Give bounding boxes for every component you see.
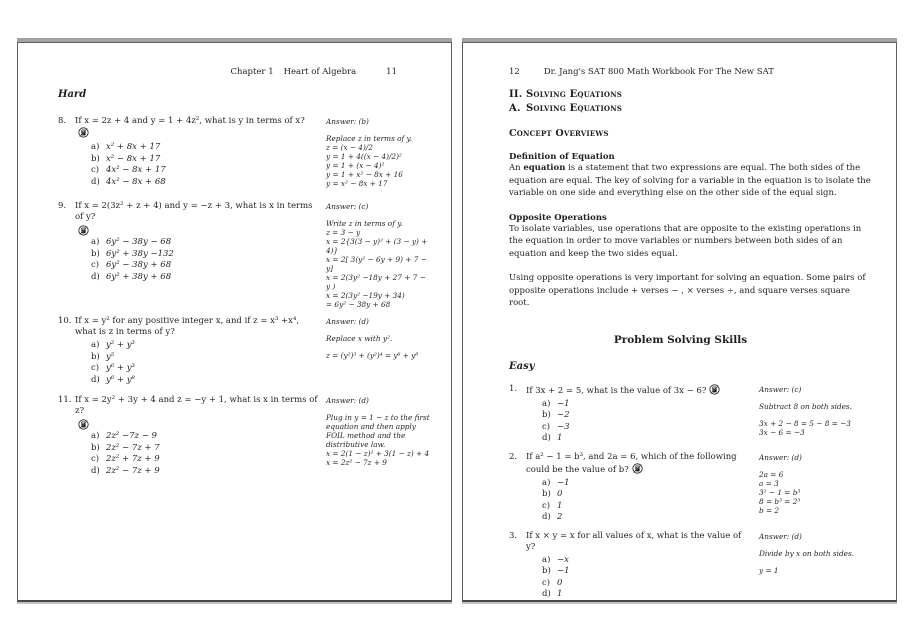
- explanation-line: y = 1 + x² − 8x + 16: [326, 170, 403, 179]
- choice-c: c) 0: [542, 577, 563, 588]
- answer-label: Answer: (c): [326, 202, 369, 211]
- question-9-body: [58, 201, 318, 309]
- choice-b: b) y⁵: [91, 351, 115, 362]
- answer-column: [326, 395, 431, 477]
- choice-b: b) 6y² + 38y −132: [91, 248, 174, 259]
- answer-column: [326, 316, 431, 386]
- page-left: [17, 42, 452, 602]
- question-1: [509, 384, 872, 445]
- left-page-header: [58, 67, 397, 77]
- difficulty-heading: Hard: [58, 89, 87, 100]
- choice-d: d) 2: [542, 512, 563, 522]
- question-text: If x = 2y² + 3y + 4 and z = −y + 1, what is x in terms of z?: [75, 395, 318, 416]
- choices: [542, 478, 749, 524]
- question-2: [509, 452, 872, 524]
- choice-a: a) x² + 8x + 17: [91, 142, 161, 152]
- explanation-line: z = (x − 4)/2: [326, 143, 373, 152]
- no-calculator-icon: [709, 384, 720, 395]
- explanation-line: x = 2(1 − z)² + 3(1 − z) + 4: [326, 449, 430, 458]
- answer-column: [759, 452, 872, 524]
- choices: [542, 399, 749, 445]
- answer-column: [759, 531, 872, 601]
- page-right: [462, 42, 897, 602]
- explanation-line: Replace z in terms of y.: [326, 134, 413, 143]
- answer-column: [759, 384, 872, 445]
- choice-c: c) 6y² − 38y + 68: [91, 260, 172, 270]
- question-2-body: [509, 452, 749, 524]
- choices: [91, 237, 318, 283]
- explanation-line: x = 2z² − 7z + 9: [326, 458, 387, 467]
- explanation-line: y = x² − 8x + 17: [326, 179, 388, 188]
- opposite-paragraph-2: Using opposite operations is very important for solving an equation. Some pairs of opposite operations include + verses − , × verses ÷, and square verses square root.: [509, 273, 866, 308]
- choice-b: b) x² − 8x + 17: [91, 153, 161, 164]
- definition-paragraph: An equation is a statement that two expressions are equal. The both sides of the equation are equal. The key of solving for a variable in the equation is to isolate the variable on one side and everything else on the other side of the equal sign.: [509, 163, 871, 198]
- question-11: [58, 395, 431, 477]
- question-3-body: [509, 531, 749, 601]
- explanation-line: Replace x with y².: [326, 334, 393, 343]
- explanation-line: y = 1 + (x − 4)²: [326, 161, 385, 170]
- explanation-line: 3x + 2 − 8 = 5 − 8 = −3: [759, 418, 851, 428]
- answer-label: Answer: (d): [326, 396, 369, 405]
- choices: [91, 142, 318, 188]
- choice-c: c) y⁶ + y³: [91, 363, 135, 373]
- question-text: If x = 2(3z² + z + 4) and y = −z + 3, what is x in terms of y?: [75, 201, 313, 222]
- explanation-line: b = 2: [759, 505, 780, 515]
- choice-d: d) 6y² + 38y + 68: [91, 271, 172, 282]
- answer-label: Answer: (b): [326, 117, 369, 126]
- answer-column: [326, 201, 431, 309]
- choice-c: c) 2z² + 7z + 9: [91, 454, 160, 464]
- choice-d: d) 2z² − 7z + 9: [91, 465, 160, 476]
- choices: [91, 340, 318, 386]
- choice-a: a) 6y² − 38y − 68: [91, 237, 172, 247]
- explanation-line: 2a = 6: [759, 469, 784, 479]
- choice-b: b) 2z² − 7z + 7: [91, 442, 160, 453]
- question-number: 9.: [58, 201, 67, 211]
- concept-overviews-heading: Concept Overviews: [509, 128, 609, 139]
- difficulty-heading: Easy: [509, 360, 535, 372]
- choice-b: b) −2: [542, 410, 570, 420]
- question-number: 8.: [58, 116, 67, 126]
- question-text: If a² − 1 = b³, and 2a = 6, which of the following could be the value of b?: [526, 451, 737, 475]
- page-number: 12: [509, 67, 520, 77]
- choice-c: c) −3: [542, 421, 570, 432]
- answer-label: Answer: (d): [326, 317, 369, 326]
- choice-b: b) −1: [542, 566, 570, 576]
- problem-solving-skills-heading: Problem Solving Skills: [613, 333, 748, 346]
- question-3: [509, 531, 872, 601]
- choice-a: a) y² + y³: [91, 340, 135, 350]
- explanation-line: Write z in terms of y.: [326, 219, 403, 228]
- choice-a: a) −1: [542, 398, 570, 409]
- no-calculator-icon: [78, 225, 89, 236]
- question-text: If x = 2z + 4 and y = 1 + 4z², what is y in terms of x?: [75, 116, 305, 126]
- question-number: 3.: [509, 530, 518, 541]
- question-10-body: [58, 316, 318, 386]
- explanation-line: x = 2[ 3(y² − 6y + 9) + 7 − y]: [326, 255, 427, 273]
- explanation-line: x = 2(3y² −19y + 34): [326, 291, 405, 300]
- question-text: If x × y = x for all values of x, what is the value of y?: [526, 530, 742, 552]
- question-number: 11.: [58, 395, 72, 405]
- no-calculator-icon: [78, 127, 89, 138]
- choices: [91, 431, 318, 477]
- chapter-title: Heart of Algebra: [283, 67, 357, 77]
- answer-label: Answer: (c): [759, 384, 802, 394]
- question-8: [58, 116, 431, 188]
- choice-a: a) 2z² −7z − 9: [91, 431, 157, 441]
- explanation-line: x = 2(3y² −18y + 27 + 7 − y ): [326, 273, 426, 291]
- question-number: 10.: [58, 316, 72, 326]
- explanation-line: y = 1: [759, 565, 779, 575]
- opposite-paragraph-1: To isolate variables, use operations that are opposite to the existing operations in the equation in order to move variables or numbers between both sides of an equation and keep the two sides equal.: [509, 223, 862, 259]
- explanation-line: 8 = b³ = 2³: [759, 496, 801, 506]
- choice-d: d) y⁶ + y⁸: [91, 374, 135, 385]
- choice-d: d) 1: [542, 433, 563, 443]
- choice-d: d) 4x² − 8x + 68: [91, 176, 166, 187]
- question-1-body: [509, 384, 749, 445]
- question-text: If x = y² for any positive integer x, and if z = x³ +x⁴, what is z in terms of y?: [75, 316, 300, 337]
- choice-c: c) 1: [542, 500, 563, 511]
- explanation-line: 3² − 1 = b³: [759, 487, 801, 497]
- definition-heading: Definition of Equation: [509, 152, 615, 162]
- explanation-line: z = 3 − y: [326, 228, 361, 237]
- explanation-line: y = 1 + 4((x − 4)/2)²: [326, 152, 402, 161]
- explanation-line: Plug in y = 1 − z to the first equation and then apply FOIL method and the distributive law.: [326, 413, 430, 449]
- question-9: [58, 201, 431, 309]
- question-10: [58, 316, 431, 386]
- no-calculator-icon: [632, 463, 643, 474]
- section-ii-heading: II. Solving Equations: [509, 89, 623, 100]
- right-page-header: [509, 67, 872, 77]
- page-number: 11: [386, 67, 397, 77]
- question-number: 2.: [509, 451, 518, 462]
- explanation-line: x = 2{3(3 − y)² + (3 − y) + 4)}: [326, 237, 428, 255]
- choice-b: b) 0: [542, 489, 563, 499]
- section-a-heading: A. Solving Equations: [509, 103, 623, 114]
- choice-a: a) −1: [542, 477, 570, 488]
- answer-label: Answer: (d): [759, 531, 802, 541]
- question-text: If 3x + 2 = 5, what is the value of 3x − 6?: [526, 385, 707, 396]
- question-number: 1.: [509, 383, 518, 394]
- bold-term: equation: [523, 163, 566, 173]
- explanation-line: 3x − 6 = −3: [759, 427, 805, 437]
- answer-column: [326, 116, 431, 188]
- no-calculator-icon: [78, 419, 89, 430]
- explanation-line: Divide by x on both sides.: [759, 548, 855, 558]
- question-8-body: [58, 116, 318, 188]
- explanation-line: = 6y² − 38y + 68: [326, 300, 391, 309]
- choice-a: a) −x: [542, 554, 569, 565]
- chapter-label: Chapter 1: [230, 67, 274, 77]
- explanation-line: a = 3: [759, 478, 779, 488]
- explanation-line: Subtract 8 on both sides.: [759, 401, 852, 411]
- choices: [542, 555, 749, 601]
- choice-d: d) 1: [542, 589, 563, 599]
- question-11-body: [58, 395, 318, 477]
- answer-label: Answer: (d): [759, 452, 802, 462]
- book-title: Dr. Jang's SAT 800 Math Workbook For The New SAT: [543, 67, 774, 77]
- choice-c: c) 4x² − 8x + 17: [91, 165, 166, 175]
- explanation-line: z = (y²)³ + (y²)⁴ = y⁶ + y⁸: [326, 351, 419, 360]
- opposite-operations-heading: Opposite Operations: [509, 212, 607, 223]
